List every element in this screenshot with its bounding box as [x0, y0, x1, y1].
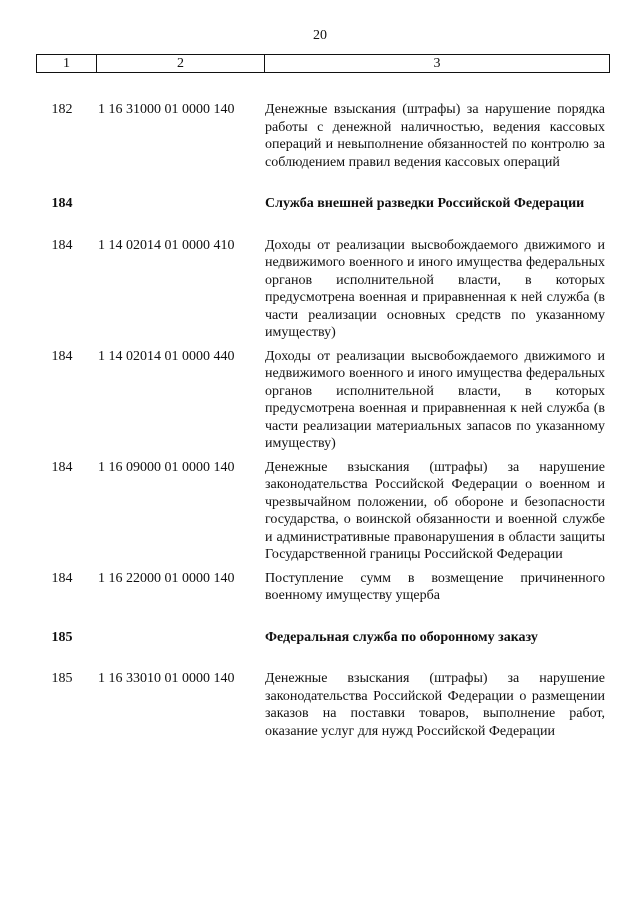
column-header-3: 3	[265, 55, 610, 73]
budget-code: 1 14 02014 01 0000 410	[98, 237, 235, 253]
revenue-row	[0, 459, 640, 564]
revenue-list	[0, 101, 640, 740]
admin-code: 184	[51, 570, 73, 586]
admin-code: 184	[51, 196, 73, 211]
revenue-row	[0, 101, 640, 171]
revenue-description: Денежные взыскания (штрафы) за нарушение законодательства Российской Федерации о военном и чрезвычайном положении, об обороне и безопасности государства, о воинской обязанности и военной службе и административные правонарушения в области защиты Государственной границы Российской Федерации	[265, 459, 605, 562]
budget-code: 1 16 31000 01 0000 140	[98, 102, 235, 117]
budget-code: 1 16 09000 01 0000 140	[98, 459, 235, 475]
column-header-table	[36, 54, 610, 73]
budget-code: 1 16 33010 01 0000 140	[98, 671, 235, 686]
admin-code: 184	[51, 459, 73, 475]
agency-heading: Федеральная служба по оборонному заказу	[265, 629, 538, 645]
agency-heading-row	[0, 629, 640, 647]
admin-code: 184	[51, 237, 73, 253]
revenue-row	[0, 348, 640, 453]
admin-code: 184	[51, 348, 73, 364]
column-header-row	[37, 55, 610, 73]
column-header-1: 1	[37, 55, 97, 73]
page-number: 20	[313, 28, 327, 43]
revenue-row	[0, 570, 640, 605]
revenue-description: Поступление сумм в возмещение причиненного военному имуществу ущерба	[265, 570, 605, 603]
admin-code: 185	[51, 671, 73, 686]
agency-heading: Служба внешней разведки Российской Федерации	[265, 196, 585, 211]
admin-code: 182	[51, 102, 73, 117]
budget-code: 1 16 22000 01 0000 140	[98, 570, 235, 586]
revenue-description: Доходы от реализации высвобождаемого движимого и недвижимого военного и иного имущества федеральных органов исполнительной власти, в которых предусмотрена военная и приравненная к ней служба (в части реализации основных средств по указанному имуществу)	[265, 237, 605, 340]
revenue-row	[0, 237, 640, 342]
admin-code: 185	[51, 629, 73, 645]
budget-code: 1 14 02014 01 0000 440	[98, 348, 235, 364]
column-header-2: 2	[97, 55, 265, 73]
revenue-row	[0, 670, 640, 740]
revenue-description: Денежные взыскания (штрафы) за нарушение законодательства Российской Федерации о размещении заказов на поставки товаров, выполнение работ, оказание услуг для нужд Российской Федерации	[265, 671, 605, 739]
revenue-description: Денежные взыскания (штрафы) за нарушение порядка работы с денежной наличностью, ведения кассовых операций и невыполнение обязанностей по контролю за соблюдением правил ведения кассовых операций	[265, 102, 605, 170]
revenue-description: Доходы от реализации высвобождаемого движимого и недвижимого военного и иного имущества федеральных органов исполнительной власти, в которых предусмотрена военная и приравненная к ней служба (в части реализации материальных запасов по указанному имуществу)	[265, 348, 605, 451]
agency-heading-row	[0, 195, 640, 213]
